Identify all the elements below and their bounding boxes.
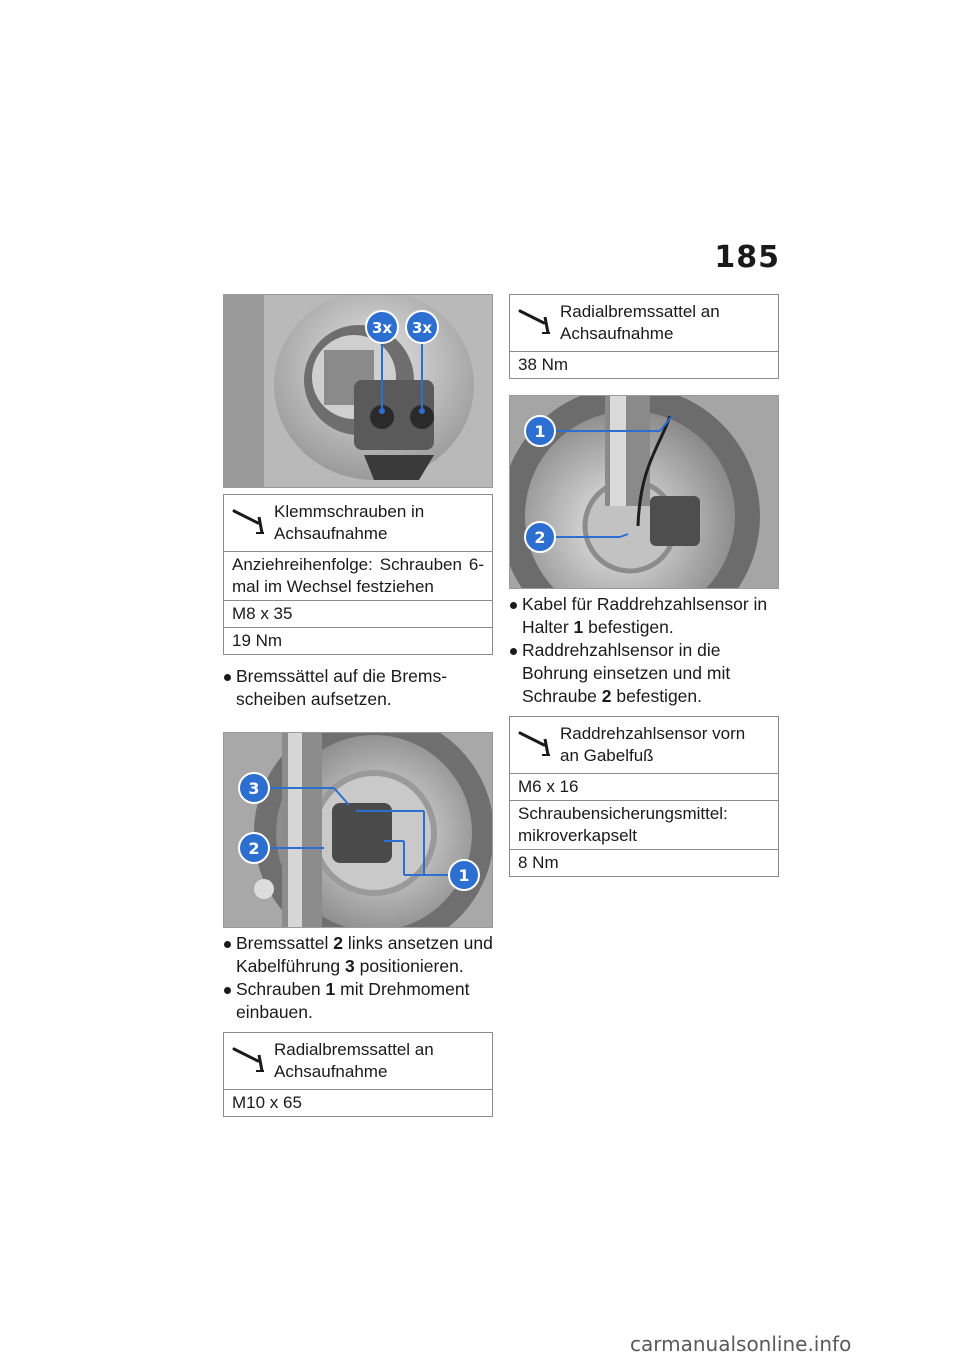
step-text: positionieren. xyxy=(354,956,464,976)
spec-row: M8 x 35 xyxy=(224,601,492,628)
spec-row: M10 x 65 xyxy=(232,1093,302,1112)
torque-spec-radial-caliper-value xyxy=(509,294,779,379)
spec-title-line: Raddrehzahlsensor vorn xyxy=(560,724,746,743)
spec-header xyxy=(224,495,492,552)
spec-row: 38 Nm xyxy=(518,355,569,374)
callout-badge xyxy=(449,860,479,890)
spec-header xyxy=(510,717,778,774)
spec-title-line: Achsaufnahme xyxy=(274,1062,388,1081)
callout-label: 2 xyxy=(534,528,546,547)
left-column xyxy=(223,294,493,1117)
step-text: Schrauben xyxy=(236,979,326,999)
page-number: 185 xyxy=(714,240,780,275)
callout-label: 3x xyxy=(371,319,393,337)
step-text: Raddrehzahlsensor in die Bohrung einsetzen und mit Schraube xyxy=(522,640,731,706)
spec-row: 19 Nm xyxy=(232,631,283,650)
callout-label: 1 xyxy=(534,422,546,441)
callout-label: 1 xyxy=(458,866,470,885)
callout-badge xyxy=(525,522,555,552)
torque-wrench-icon xyxy=(518,307,554,337)
callout-badge xyxy=(406,311,438,343)
spec-header xyxy=(224,1033,492,1090)
step-list xyxy=(509,593,779,708)
spec-header xyxy=(510,295,778,352)
step-text: links ansetzen und Kabelführung xyxy=(236,933,493,976)
step-text: Bremssattel xyxy=(236,933,334,953)
callout-badge xyxy=(239,773,269,803)
step-item xyxy=(509,639,779,708)
step-item xyxy=(223,932,493,978)
torque-spec-speed-sensor xyxy=(509,716,779,877)
right-column xyxy=(509,294,779,877)
spec-row: Anziehreihenfolge: Schrauben 6-mal im Wechsel festziehen xyxy=(224,552,492,601)
callout-badge xyxy=(366,311,398,343)
spec-title-line: Radialbremssattel an xyxy=(560,302,720,321)
spec-title-line: Radialbremssattel an xyxy=(274,1040,434,1059)
torque-wrench-icon xyxy=(232,507,268,537)
step-ref-number: 3 xyxy=(344,956,355,976)
step-item xyxy=(509,593,779,639)
step-text: Kabel für Raddrehzahlsensor in Halter xyxy=(522,594,768,637)
spec-title-line: Klemmschrauben in xyxy=(274,502,425,521)
spec-title-line: Achsaufnahme xyxy=(560,324,674,343)
callout-badge xyxy=(239,833,269,863)
callout-label: 2 xyxy=(248,839,260,858)
step-text: befestigen. xyxy=(611,686,702,706)
step-list xyxy=(223,665,493,711)
step-list xyxy=(223,932,493,1024)
step-text: befestigen. xyxy=(583,617,674,637)
step-text: mit Drehmoment einbauen. xyxy=(236,979,470,1022)
step-ref-number: 1 xyxy=(573,617,584,637)
spec-title-line: Achsaufnahme xyxy=(274,524,388,543)
figure-brake-caliper xyxy=(223,732,493,928)
spec-title-line: an Gabelfuß xyxy=(560,746,654,765)
spec-row: Schraubensicherungsmittel: mikroverkapselt xyxy=(510,801,778,850)
step-ref-number: 2 xyxy=(333,933,343,953)
figure-axle-clamp-bolts xyxy=(223,294,493,488)
step-item xyxy=(223,665,493,711)
spec-row: 8 Nm xyxy=(518,853,559,872)
step-ref-number: 1 xyxy=(325,979,336,999)
step-text: scheiben aufsetzen. xyxy=(236,689,392,709)
callout-badge xyxy=(525,416,555,446)
watermark-text: carmanualsonline.info xyxy=(630,1332,852,1356)
callout-label: 3x xyxy=(411,319,433,337)
torque-spec-clamp-bolts xyxy=(223,494,493,655)
torque-wrench-icon xyxy=(518,729,554,759)
figure-wheel-speed-sensor xyxy=(509,395,779,589)
step-item xyxy=(223,978,493,1024)
torque-wrench-icon xyxy=(232,1045,268,1075)
spec-row: M6 x 16 xyxy=(510,774,778,801)
step-text: Bremssättel auf die Brems- xyxy=(236,666,448,686)
step-ref-number: 2 xyxy=(601,686,612,706)
torque-spec-radial-caliper xyxy=(223,1032,493,1117)
callout-label: 3 xyxy=(248,779,260,798)
